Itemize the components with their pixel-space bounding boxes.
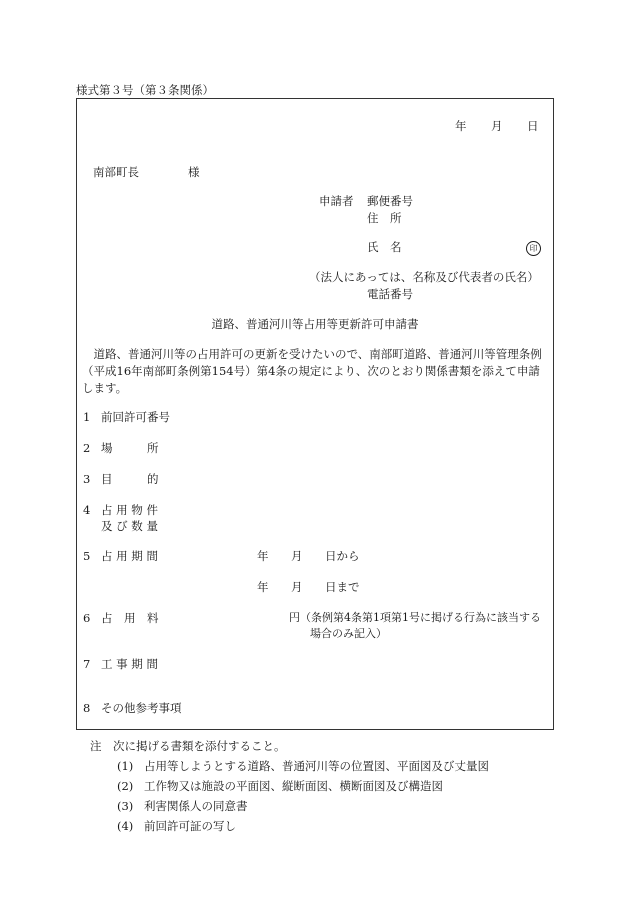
period-from-month: 月 — [291, 549, 303, 563]
item-1-label: 前回許可番号 — [101, 410, 170, 424]
period-to-year: 年 — [257, 580, 269, 594]
note-3-number: (3) — [117, 799, 134, 813]
note-1-text: 占用等しようとする道路、普通河川等の位置図、平面図及び丈量図 — [144, 759, 489, 773]
fee-note-line1: 円（条例第4条第1項第1号に掲げる行為に該当する — [289, 611, 541, 624]
item-1-number: 1 — [83, 410, 91, 424]
item-5-number: 5 — [83, 549, 91, 563]
applicant-phone-label: 電話番号 — [367, 287, 413, 301]
applicant-address-label: 住 所 — [367, 211, 402, 225]
applicant-name-label: 氏 名 — [367, 240, 402, 254]
fee-note-line2: 場合のみ記入） — [310, 627, 387, 640]
item-6-label: 占 用 料 — [101, 611, 159, 625]
document-title: 道路、普通河川等占用等更新許可申請書 — [211, 317, 419, 331]
addressee-name: 南部町長 — [93, 165, 139, 179]
item-3-number: 3 — [83, 472, 91, 486]
seal-mark: 印 — [526, 241, 541, 256]
date-year: 年 — [455, 119, 467, 133]
corporate-note: （法人にあっては、名称及び代表者の氏名） — [309, 270, 539, 284]
note-4-text: 前回許可証の写し — [144, 819, 236, 833]
notes-heading: 注 次に掲げる書類を添付すること。 — [90, 739, 286, 753]
period-from-year: 年 — [257, 549, 269, 563]
item-4-label-line1: 占 用 物 件 — [101, 503, 158, 517]
period-from-day: 日から — [325, 549, 360, 563]
date-day: 日 — [527, 119, 539, 133]
item-2-number: 2 — [83, 441, 91, 455]
addressee-sama: 様 — [188, 165, 200, 179]
item-5-label: 占 用 期 間 — [101, 549, 158, 563]
item-4-number: 4 — [83, 503, 91, 517]
item-8-number: 8 — [83, 701, 91, 715]
note-4-number: (4) — [117, 819, 134, 833]
period-to-day: 日まで — [325, 580, 360, 594]
note-3-text: 利害関係人の同意書 — [144, 799, 248, 813]
item-7-number: 7 — [83, 657, 91, 671]
item-8-label: その他参考事項 — [101, 701, 182, 715]
period-to-month: 月 — [291, 580, 303, 594]
note-1-number: (1) — [117, 759, 134, 773]
body-text: 道路、普通河川等の占用許可の更新を受けたいので、南部町道路、普通河川等管理条例（平成16年南部町条例第154号）第4条の規定により、次のとおり関係書類を添えて申請します。 — [82, 347, 542, 395]
item-4-label-line2: 及 び 数 量 — [101, 519, 158, 533]
date-month: 月 — [491, 119, 503, 133]
note-2-number: (2) — [117, 779, 134, 793]
form-number: 様式第３号（第３条関係） — [76, 83, 214, 97]
item-2-label: 場 所 — [101, 441, 159, 455]
item-3-label: 目 的 — [101, 472, 159, 486]
item-7-label: 工 事 期 間 — [101, 657, 158, 671]
note-2-text: 工作物又は施設の平面図、縦断面図、横断面図及び構造図 — [144, 779, 443, 793]
item-6-number: 6 — [83, 611, 91, 625]
applicant-label: 申請者 — [319, 194, 354, 208]
applicant-postal-label: 郵便番号 — [367, 194, 413, 208]
